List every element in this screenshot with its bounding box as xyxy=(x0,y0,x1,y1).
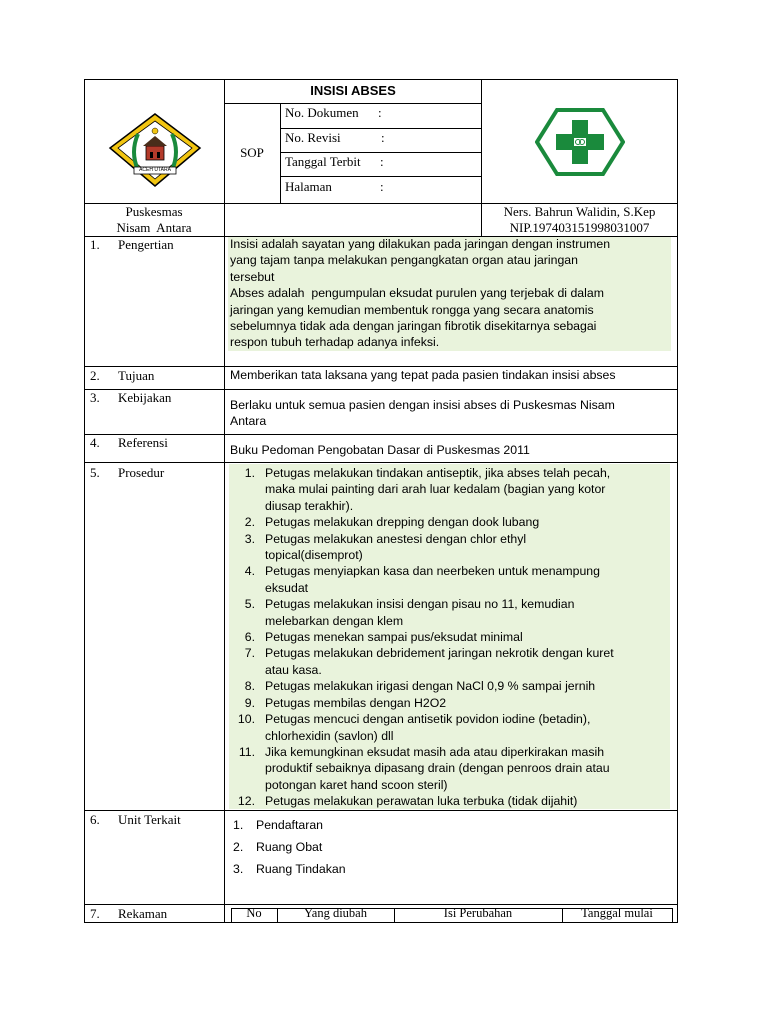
tujuan-text: Memberikan tata laksana yang tepat pada pasien tindakan insisi abses xyxy=(230,368,616,382)
puskesmas-cross-icon xyxy=(535,108,625,176)
sop-label: SOP xyxy=(240,145,264,160)
section-label-prosedur: Prosedur xyxy=(118,465,165,480)
column-divider xyxy=(224,79,225,923)
section-label-pengertian: Pengertian xyxy=(118,237,174,252)
text-line: tersebut xyxy=(230,269,275,284)
field-tanggal-terbit: Tanggal Terbit xyxy=(285,154,361,169)
rekaman-col-header: Tanggal mulai xyxy=(581,906,653,920)
pengertian-text xyxy=(230,236,610,351)
text-line: respon tubuh terhadap adanya infeksi. xyxy=(230,335,440,350)
prosedur-item-line: Petugas membilas dengan H2O2 xyxy=(265,695,447,710)
field-colon: : xyxy=(378,105,382,120)
rekaman-col-header: Isi Perubahan xyxy=(443,906,513,920)
unit-number: 3. xyxy=(233,862,244,876)
field-no-revisi: No. Revisi xyxy=(285,130,341,145)
field-colon: : xyxy=(381,130,385,145)
prosedur-item xyxy=(231,645,614,678)
table-border-right xyxy=(677,79,678,923)
section-label-tujuan: Tujuan xyxy=(118,368,155,383)
field-colon: : xyxy=(380,154,384,169)
prosedur-item-line: chlorhexidin (savlon) dll xyxy=(265,728,394,743)
prosedur-item-line: atau kasa. xyxy=(265,662,322,677)
text-line: sebelumnya tidak ada dengan jaringan fibrotik disekitarnya sebagai xyxy=(230,319,597,334)
prosedur-item xyxy=(231,744,614,793)
column-divider xyxy=(280,103,281,203)
section-number: 2. xyxy=(90,368,100,383)
field-colon: : xyxy=(380,179,384,194)
prosedur-item-line: Petugas melakukan drepping dengan dook lubang xyxy=(265,515,540,530)
prosedur-item-number: 8. xyxy=(244,679,255,694)
prosedur-item-number: 9. xyxy=(244,695,255,710)
prosedur-item xyxy=(231,711,614,744)
rekaman-col-line xyxy=(672,908,673,923)
field-divider xyxy=(280,128,482,129)
signature-block xyxy=(482,204,677,236)
prosedur-item-number: 2. xyxy=(244,515,255,530)
prosedur-item xyxy=(231,465,614,514)
prosedur-item-line: Petugas melakukan perawatan luka terbuka (tidak dijahit) xyxy=(265,794,578,809)
row-divider xyxy=(84,810,678,811)
row-divider xyxy=(84,434,678,435)
prosedur-item-line: eksudat xyxy=(265,580,309,595)
prosedur-item-line: produktif sebaiknya dipasang drain (dengan penroos drain atau xyxy=(265,761,610,776)
prosedur-item-number: 12. xyxy=(237,794,255,809)
prosedur-item xyxy=(231,563,614,596)
text-line: jaringan yang kemudian membentuk rongga yang secara anatomis xyxy=(230,302,594,317)
text-line: Berlaku untuk semua pasien dengan insisi abses di Puskesmas Nisam xyxy=(230,398,615,412)
prosedur-item-line: diusap terakhir). xyxy=(265,498,354,513)
signer-nip: NIP.197403151998031007 xyxy=(509,220,650,235)
unit-number: 1. xyxy=(233,818,244,832)
unit-number: 2. xyxy=(233,840,244,854)
unit-item: Ruang Tindakan xyxy=(256,862,346,876)
prosedur-item-line: potongan karet hand scoon steril) xyxy=(265,777,448,792)
prosedur-item xyxy=(231,695,614,711)
prosedur-item-number: 6. xyxy=(244,630,255,645)
prosedur-item xyxy=(231,793,614,809)
prosedur-item-number: 11. xyxy=(238,744,255,759)
text-line: Abses adalah pengumpulan eksudat purulen yang terjebak di dalam xyxy=(230,286,604,301)
kebijakan-text xyxy=(230,397,615,430)
prosedur-item xyxy=(231,514,614,530)
section-label-rekaman: Rekaman xyxy=(118,906,168,921)
row-divider xyxy=(84,462,678,463)
prosedur-item-line: Petugas melakukan tindakan antiseptik, jika abses telah pecah, xyxy=(265,466,611,480)
section-number: 5. xyxy=(90,465,100,480)
field-divider xyxy=(280,152,482,153)
section-label-referensi: Referensi xyxy=(118,435,168,450)
section-label-unit-terkait: Unit Terkait xyxy=(118,812,181,827)
signer-name: Ners. Bahrun Walidin, S.Kep xyxy=(503,204,656,219)
section-number: 6. xyxy=(90,812,100,827)
field-no-dokumen: No. Dokumen xyxy=(285,105,359,120)
field-divider xyxy=(280,176,482,177)
rekaman-col-header: No xyxy=(246,906,262,920)
text-line: yang tajam tanpa melakukan pengangkatan organ atau jaringan xyxy=(230,253,578,268)
row-divider xyxy=(84,904,678,905)
document-title: INSISI ABSES xyxy=(310,83,396,98)
section-number: 1. xyxy=(90,237,100,252)
prosedur-item-line: melebarkan dengan klem xyxy=(265,613,404,628)
prosedur-item-number: 4. xyxy=(244,564,255,579)
regional-emblem-icon xyxy=(108,112,202,188)
section-number: 4. xyxy=(90,435,100,450)
prosedur-item-number: 5. xyxy=(244,597,255,612)
table-border-bottom xyxy=(84,922,678,923)
section-number: 3. xyxy=(90,390,100,405)
title-row-divider xyxy=(224,103,482,104)
row-divider xyxy=(84,389,678,390)
org-line: Puskesmas xyxy=(125,204,183,219)
prosedur-item-line: Petugas melakukan debridement jaringan nekrotik dengan kuret xyxy=(265,646,614,661)
prosedur-item-number: 1. xyxy=(244,466,255,480)
prosedur-item-line: Petugas menyiapkan kasa dan neerbeken untuk menampung xyxy=(265,564,600,579)
prosedur-item-number: 10. xyxy=(237,712,255,727)
prosedur-item-line: Petugas melakukan irigasi dengan NaCl 0,9 % sampai jernih xyxy=(265,679,596,694)
text-line: Insisi adalah sayatan yang dilakukan pada jaringan dengan instrumen xyxy=(230,237,611,251)
rekaman-col-header: Yang diubah xyxy=(304,906,367,920)
prosedur-item-number: 3. xyxy=(244,531,255,546)
emblem-banner-text: ACEH UTARA xyxy=(139,167,171,173)
prosedur-item-line: Petugas mencuci dengan antisetik povidon iodine (betadin), xyxy=(265,712,591,727)
referensi-text: Buku Pedoman Pengobatan Dasar di Puskesmas 2011 xyxy=(230,443,530,457)
prosedur-item-line: Jika kemungkinan eksudat masih ada atau diperkirakan masih xyxy=(265,744,605,759)
text-line: Antara xyxy=(230,414,267,429)
section-number: 7. xyxy=(90,906,100,921)
prosedur-item-line: maka mulai painting dari arah luar kedalam (bagian yang kotor xyxy=(265,482,606,497)
field-halaman: Halaman xyxy=(285,179,332,194)
table-border-top xyxy=(84,79,678,80)
prosedur-item xyxy=(231,629,614,645)
prosedur-item-line: topical(disemprot) xyxy=(265,548,363,563)
org-line: Nisam Antara xyxy=(116,220,192,235)
prosedur-item-number: 7. xyxy=(244,646,255,661)
section-label-kebijakan: Kebijakan xyxy=(118,390,172,405)
prosedur-item-line: Petugas melakukan anestesi dengan chlor ethyl xyxy=(265,531,527,546)
prosedur-item-line: Petugas melakukan insisi dengan pisau no 11, kemudian xyxy=(265,597,575,612)
prosedur-list xyxy=(231,465,614,810)
unit-item: Ruang Obat xyxy=(256,840,323,854)
prosedur-item xyxy=(231,596,614,629)
prosedur-item xyxy=(231,678,614,694)
prosedur-item xyxy=(231,531,614,564)
unit-item: Pendaftaran xyxy=(256,818,324,832)
prosedur-item-line: Petugas menekan sampai pus/eksudat minimal xyxy=(265,630,523,645)
organization-name xyxy=(84,204,224,236)
